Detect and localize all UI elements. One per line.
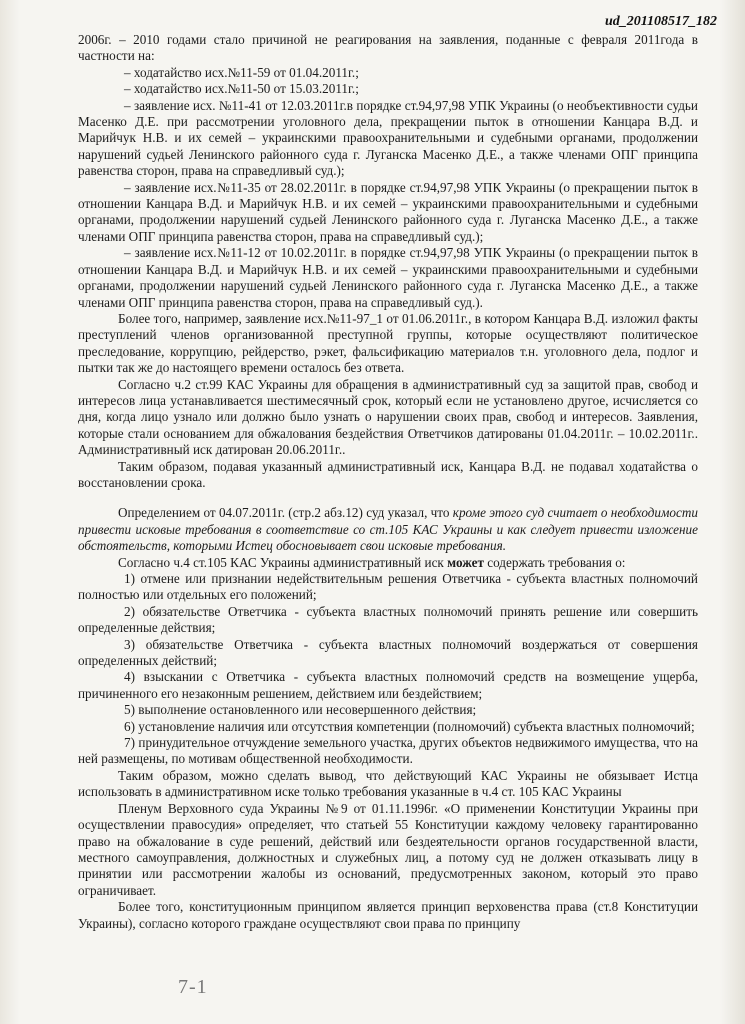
list-item: 7) принудительное отчуждение земельного участка, других объектов недвижимого имущества, что на ней размещены, по мотивам общественной необходимости.	[78, 735, 698, 767]
emphasis: может	[447, 554, 484, 570]
list-item: – ходатайство исх.№11-50 от 15.03.2011г.;	[124, 81, 359, 97]
paragraph: Более того, например, заявление исх.№11-97_1 от 01.06.2011г., в котором Канцара В.Д. изложил факты преступлений членов организованной преступной группы, которые осуществляют политическое преследование, коррупцию, рейдерство, рэкет, фальсификацию материалов т.н. уголовного дела, подлог и пытки так же до настоящего времени осталось без ответа.	[78, 310, 698, 376]
list-item: 5) выполнение остановленного или несовершенного действия;	[124, 702, 477, 718]
paragraph: Согласно ч.2 ст.99 КАС Украины для обращения в административный суд за защитой прав, свобод и интересов лица устанавливается шестимесячный срок, который если не установлено другое, исчисляется со дня, когда лицо узнало или должно было узнать о нарушении своих прав, свобод и интересов. Заявления, которые стали основанием для обжалования бездействия Ответчиков датированы 01.04.2011г. – 10.02.2011г.. Административный иск датирован 20.06.2011г..	[78, 376, 698, 458]
quoted-ruling: кроме этого суд считает о необходимости привести исковые требования в соответствие со ст.105 КАС Украины и как следует привести изложение обстоятельств, которыми Истец обосновывает свои исковые требования.	[78, 505, 698, 554]
list-item: – заявление исх. №11-41 от 12.03.2011г.в порядке ст.94,97,98 УПК Украины (о необъективности судьи Масенко Д.Е. при рассмотрении уголовного дела, прекращении пыток в отношении Канцара В.Д. и Марийчук Н.В. и их семей – украинскими правоохранительными и судебными органами, продолжении нарушений судьей Ленинского районного суда г. Луганска Масенко Д.Е., а также членами ОПГ принципа равенства сторон, права на справедливый суд.);	[78, 97, 698, 179]
list-item: 1) отмене или признании недействительным решения Ответчика - субъекта властных полномочий полностью или отдельных его положений;	[78, 571, 698, 603]
page-stamp: 7-1	[178, 976, 208, 998]
text-run: Определением от 04.07.2011г. (стр.2 абз.12) суд указал, что	[118, 505, 450, 521]
paragraph: Пленум Верховного суда Украины №9 от 01.11.1996г. «О применении Конституции Украины при осуществлении правосудия» определяет, что статьей 55 Конституции каждому человеку гарантированно право на обжалование в суде решений, действий или бездеятельности органов государственной власти, местного самоуправления, должностных и служебных лиц, а потому суд не должен отказывать лицу в принятии или рассмотрении жалобы из оснований, предусмотренных законом, который это право ограничивает.	[78, 800, 698, 898]
spacer	[78, 491, 698, 505]
list-item: 6) установление наличия или отсутствия компетенции (полномочий) субъекта властных полномочий;	[124, 718, 695, 734]
document-id: ud_201108517_182	[604, 14, 717, 29]
list-item: 2) обязательстве Ответчика - субъекта властных полномочий принять решение или совершить определенные действия;	[78, 603, 698, 636]
list-item: 3) обязательстве Ответчика - субъекта властных полномочий воздержаться от совершения определенных действий;	[78, 636, 698, 669]
text-run: Согласно ч.4 ст.105 КАС Украины административный иск	[118, 554, 444, 570]
paragraph: Таким образом, можно сделать вывод, что действующий КАС Украины не обязывает Истца использовать в административном иске только требования указанные в ч.4 ст. 105 КАС Украины	[78, 767, 698, 800]
list-item: – заявление исх.№11-12 от 10.02.2011г. в порядке ст.94,97,98 УПК Украины (о прекращении пыток в отношении Канцара В.Д. и Марийчук Н.В. и их семей – украинскими правоохранительными и судебными органами, продолжении нарушений судьей Ленинского районного суда г. Луганска Масенко Д.Е., а также членами ОПГ принципа равенства сторон, права на справедливый суд.).	[78, 245, 698, 310]
paragraph: 2006г. – 2010 годами стало причиной не реагирования на заявления, поданные с февраля 2011года в частности на:	[78, 32, 698, 64]
document-body	[78, 32, 698, 932]
paragraph: Более того, конституционным принципом является принцип верховенства права (ст.8 Конституции Украины), согласно которого граждане осуществляют свои права по принципу	[78, 899, 698, 931]
list-item: 4) взыскании с Ответчика - субъекта властных полномочий средств на возмещение ущерба, причиненного его незаконным решением, действием или бездействием;	[78, 669, 698, 701]
text-run: содержать требования о:	[487, 554, 626, 570]
list-item: – заявление исх.№11-35 от 28.02.2011г. в порядке ст.94,97,98 УПК Украины (о прекращении пыток в отношении Канцара В.Д. и Марийчук Н.В. и их семей – украинскими правоохранительными и судебными органами, продолжении нарушений судьей Ленинского районного суда г. Луганска Масенко Д.Е., а также членами ОПГ принципа равенства сторон, права на справедливый суд.);	[78, 179, 698, 244]
paragraph	[78, 555, 698, 571]
list-item: – ходатайство исх.№11-59 от 01.04.2011г.;	[124, 64, 359, 80]
paragraph: Таким образом, подавая указанный административный иск, Канцара В.Д. не подавал ходатайства о восстановлении срока.	[78, 458, 698, 490]
paragraph	[78, 505, 698, 554]
